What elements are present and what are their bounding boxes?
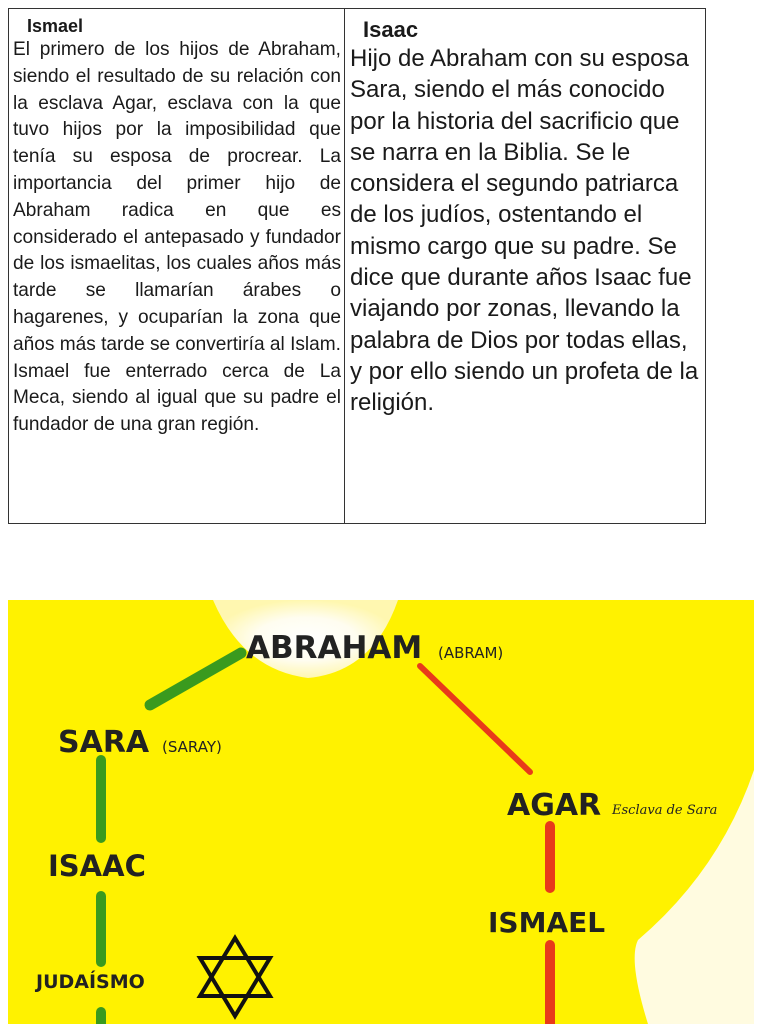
abraham-alt-label: (ABRAM): [438, 644, 504, 662]
ismael-cell: [9, 9, 345, 524]
judaismo-label: JUDAÍSMO: [36, 971, 145, 993]
comparison-table: [8, 8, 706, 524]
family-tree-svg: [8, 600, 754, 1024]
isaac-cell: [345, 9, 706, 524]
ismael-description: El primero de los hijos de Abraham, siendo el resultado de su relación con la esclava Agar, esclava con la que tuvo hijos por la imposibilidad que tenía su esposa de procrear. La importancia del primer hijo de Abraham radica en que es considerado el antepasado y fundador de los ismaelitas, los cuales años más tarde se llamarían árabes o hagarenes, y ocuparían la zona que años más tarde se convertiría al Islam. Ismael fue enterrado cerca de La Meca, siendo al igual que su padre el fundador de una gran región.: [13, 39, 341, 436]
agar-label: AGAR: [507, 788, 602, 823]
isaac-title: Isaac: [363, 17, 419, 42]
ismael-title: Ismael: [27, 16, 84, 36]
family-tree-diagram: [8, 600, 754, 1024]
agar-note: Esclava de Sara: [612, 803, 718, 818]
sara-label: SARA: [58, 725, 150, 760]
isaac-description: Hijo de Abraham con su esposa Sara, siendo el más conocido por la historia del sacrificio que se narra en la Biblia. Se le considera el segundo patriarca de los judíos, ostentando el mismo cargo que su padre. Se dice que durante años Isaac fue viajando por zonas, llevando la palabra de Dios por todas ellas, y por ello siendo un profeta de la religión.: [350, 45, 699, 417]
ismael-label: ISMAEL: [488, 906, 606, 939]
sara-alt-label: (SARAY): [162, 738, 222, 756]
abraham-label: ABRAHAM: [246, 630, 423, 666]
isaac-label: ISAAC: [48, 849, 146, 883]
